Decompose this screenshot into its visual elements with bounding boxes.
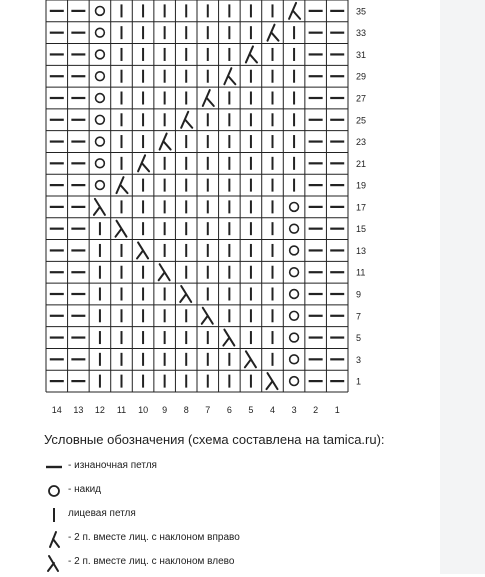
yarn-over-symbol: [96, 72, 105, 81]
row-label: 1: [356, 376, 362, 387]
yarn-over-symbol: [290, 246, 299, 255]
column-label: 14: [51, 405, 62, 415]
row-label: 5: [356, 333, 362, 344]
yarn-over-symbol: [96, 137, 105, 146]
row-label: 11: [356, 267, 366, 278]
k2tog-left-symbol: [223, 330, 234, 346]
legend-title: Условные обозначения (схема составлена на tamica.ru):: [44, 432, 385, 447]
yarn-over-symbol: [290, 290, 299, 299]
yarn-over-symbol: [96, 159, 105, 168]
k2tog-left-symbol: [116, 221, 127, 237]
row-label: 23: [356, 137, 367, 148]
yarn-over-symbol: [290, 311, 299, 320]
legend-text-k2tog-right: - 2 п. вместе лиц. с наклоном вправо: [68, 532, 240, 543]
column-label: 13: [73, 405, 84, 415]
k2tog-left-symbol: [137, 242, 148, 258]
yarn-over-symbol: [96, 115, 105, 124]
row-label: 35: [356, 6, 367, 17]
purl-symbol-icon: [44, 457, 64, 477]
k2tog-right-symbol: [138, 155, 149, 171]
k2tog-left-symbol: [94, 199, 105, 215]
k2tog-right-symbol: [117, 177, 128, 193]
column-label: 3: [291, 405, 297, 415]
row-label: 21: [356, 158, 367, 169]
row-label: 3: [356, 354, 362, 365]
yarn-over-symbol: [290, 268, 299, 277]
row-label: 27: [356, 93, 367, 104]
legend-text-k2tog-left: - 2 п. вместе лиц. с наклоном влево: [68, 556, 235, 567]
yarn-over-symbol-icon: [44, 481, 64, 501]
k2tog-right-symbol-icon: [44, 529, 64, 549]
row-label: 31: [356, 49, 367, 60]
yarn-over-symbol: [96, 6, 105, 15]
column-label: 8: [183, 405, 189, 415]
page-side-strip: [440, 0, 485, 574]
knit-symbol-icon: [44, 505, 64, 525]
legend-text-yo: - накид: [68, 484, 101, 495]
k2tog-left-symbol: [202, 308, 213, 324]
yarn-over-symbol: [96, 181, 105, 190]
k2tog-right-symbol: [160, 134, 171, 150]
yarn-over-symbol: [96, 50, 105, 59]
legend-text-knit: лицевая петля: [68, 508, 136, 519]
column-label: 6: [226, 405, 232, 415]
row-label: 15: [356, 224, 367, 235]
column-label: 7: [205, 405, 211, 415]
row-label: 33: [356, 28, 367, 39]
k2tog-left-symbol: [267, 373, 278, 389]
column-label: 9: [162, 405, 168, 415]
k2tog-right-symbol: [246, 46, 257, 62]
row-label: 9: [356, 289, 362, 300]
column-label: 4: [269, 405, 276, 415]
column-label: 5: [248, 405, 254, 415]
row-label: 17: [356, 202, 367, 213]
yarn-over-symbol: [290, 355, 299, 364]
k2tog-left-symbol-icon: [44, 553, 64, 573]
column-label: 2: [313, 405, 319, 415]
k2tog-left-symbol: [159, 264, 170, 280]
k2tog-left-symbol: [180, 286, 191, 302]
k2tog-left-symbol: [245, 351, 256, 367]
legend-text-purl: - изнаночная петля: [68, 460, 157, 471]
k2tog-right-symbol: [181, 112, 192, 128]
column-label: 12: [94, 405, 105, 415]
column-label: 10: [138, 405, 149, 415]
row-label: 13: [356, 245, 367, 256]
yarn-over-symbol: [290, 377, 299, 386]
k2tog-right-symbol: [203, 90, 214, 106]
yarn-over-symbol: [96, 94, 105, 103]
yarn-over-symbol: [290, 333, 299, 342]
yarn-over-symbol: [290, 224, 299, 233]
yarn-over-symbol: [96, 28, 105, 37]
k2tog-right-symbol: [289, 3, 300, 19]
yarn-over-symbol: [290, 202, 299, 211]
k2tog-right-symbol: [268, 25, 279, 41]
column-label: 1: [334, 405, 340, 415]
row-label: 19: [356, 180, 367, 191]
row-label: 25: [356, 115, 367, 126]
column-label: 11: [116, 405, 127, 415]
row-label: 7: [356, 311, 362, 322]
k2tog-right-symbol: [224, 68, 235, 84]
row-label: 29: [356, 71, 367, 82]
